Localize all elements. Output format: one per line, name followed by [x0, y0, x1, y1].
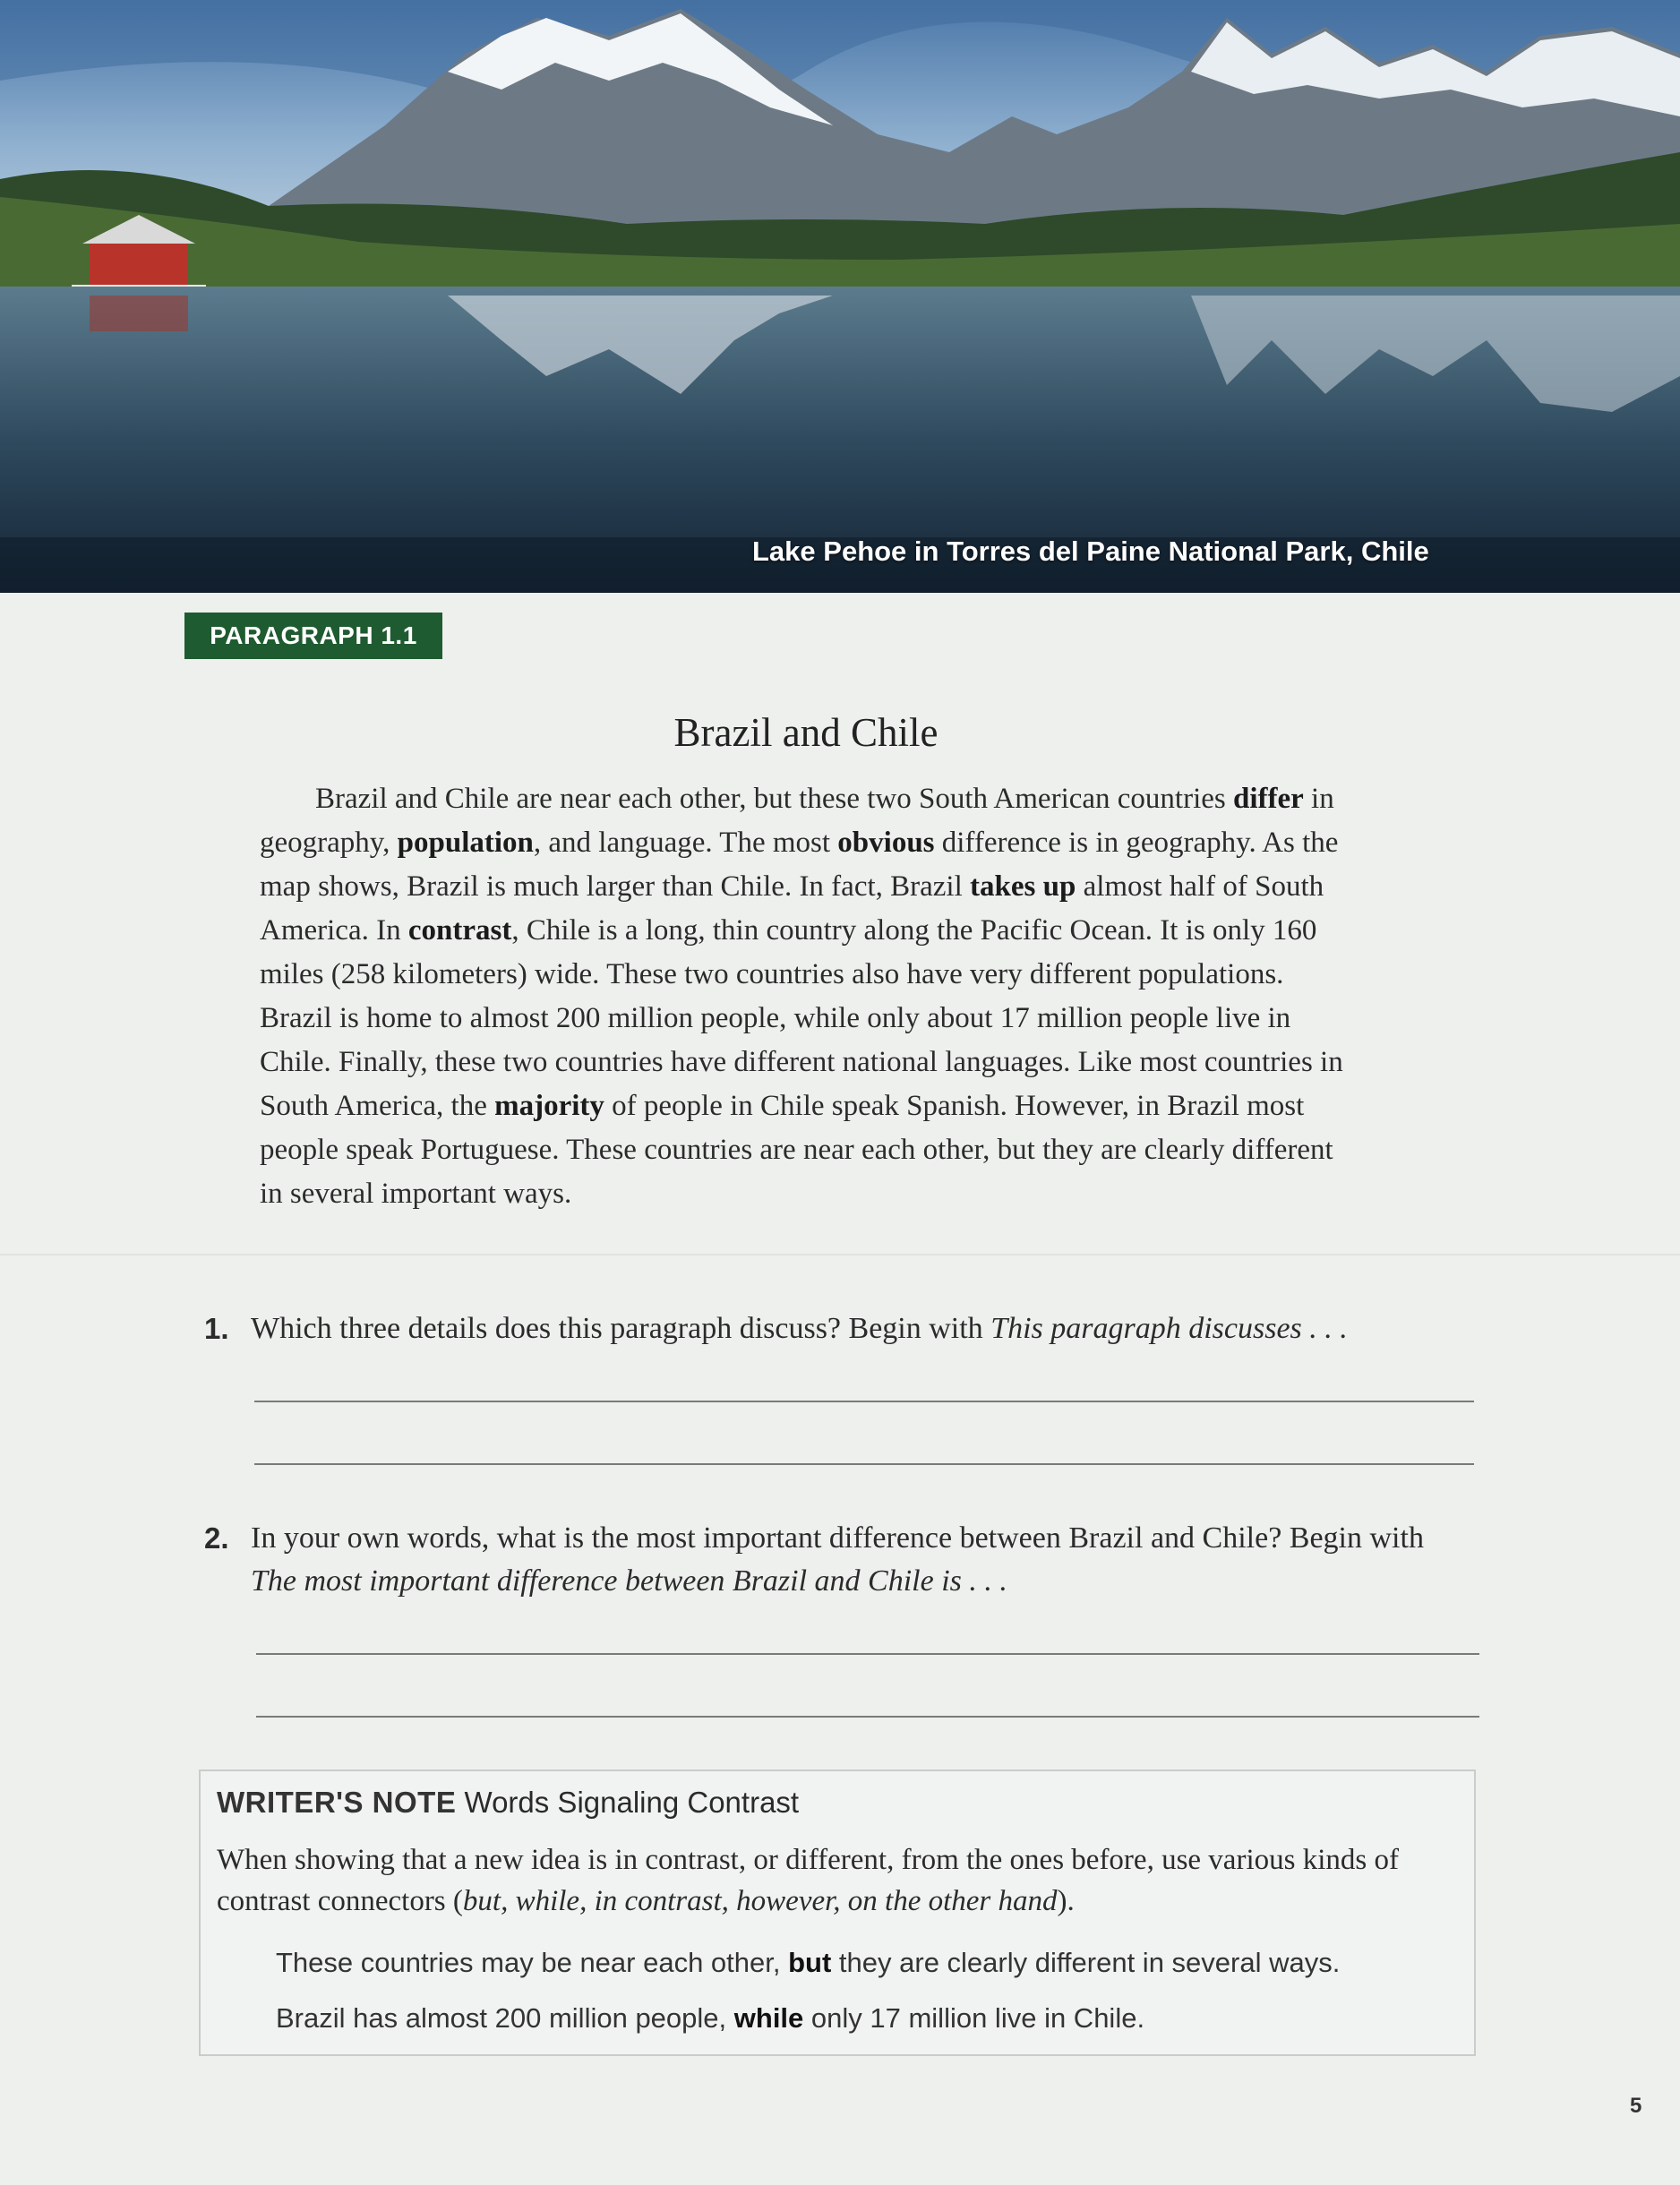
lake-photo [0, 0, 1680, 593]
question-number: 1. [204, 1312, 229, 1345]
bold-term: contrast [407, 914, 512, 947]
writers-note-example-2 [276, 2002, 1144, 2035]
text-run: in geography, [260, 783, 1334, 859]
writers-note-heading [217, 1786, 799, 1820]
italic-text: but, while, in contrast, however, on the other hand [462, 1885, 1058, 1917]
bold-term: but [788, 1947, 832, 1978]
question-2 [204, 1517, 1476, 1603]
lake-landscape-image [0, 0, 1680, 593]
text-run: , and language. The most [533, 827, 838, 859]
bold-term: differ [1233, 783, 1304, 815]
bold-term: while [733, 2002, 804, 2034]
text-run: , Chile is a long, thin country along the Pacific Ocean. It is only 160 miles (258 kilometers) wide. These two countries also have very different populations. Brazil is home to almost 200 million people, while only about 17 million people live in Chile. Finally, these two countries have different national languages. Like most countries in South America, the [260, 914, 1343, 1122]
section-divider [0, 1254, 1680, 1255]
text-run: Brazil has almost 200 million people, [276, 2002, 734, 2034]
article-body [260, 777, 1361, 1216]
italic-text: The most important difference between Brazil and Chile is . . . [251, 1564, 1007, 1598]
italic-text: This paragraph discusses . . . [990, 1312, 1348, 1345]
answer-line-2b[interactable] [256, 1716, 1479, 1718]
article-title: Brazil and Chile [673, 710, 939, 755]
question-number: 2. [204, 1521, 229, 1555]
text-run: These countries may be near each other, [276, 1947, 789, 1978]
question-text [251, 1517, 1476, 1603]
bold-term: obvious [837, 827, 935, 859]
text-run: difference is in geography. As the map shows, Brazil is much larger than Chile. In fact, Brazil [260, 827, 1339, 903]
paragraph-badge: PARAGRAPH 1.1 [184, 613, 442, 659]
text-run: When showing that a new idea is in contrast, or different, from the ones before, use various kinds of contrast connectors ( [217, 1844, 1399, 1917]
text-run: almost half of South America. In [260, 870, 1324, 947]
text-run: only 17 million live in Chile. [803, 2002, 1145, 2034]
answer-line-1b[interactable] [254, 1463, 1474, 1465]
article-paragraph [260, 777, 1361, 1216]
answer-line-1a[interactable] [254, 1401, 1474, 1402]
photo-caption: Lake Pehoe in Torres del Paine National Park, Chile [752, 536, 1429, 567]
bold-term: population [397, 827, 534, 859]
writers-note-box [199, 1769, 1476, 2056]
text-run: Brazil and Chile are near each other, but these two South American countries [315, 783, 1233, 815]
text-run: they are clearly different in several ways. [831, 1947, 1341, 1978]
text-run: In your own words, what is the most important difference between Brazil and Chile? Begin with [251, 1521, 1424, 1555]
answer-line-2a[interactable] [256, 1653, 1479, 1655]
bold-term: takes up [970, 870, 1076, 903]
bold-term: majority [494, 1090, 604, 1122]
question-1 [204, 1307, 1476, 1350]
text-run: of people in Chile speak Spanish. However, in Brazil most people speak Portuguese. These countries are near each other, but they are clearly different in several important ways. [260, 1090, 1333, 1210]
text-run: Which three details does this paragraph discuss? Begin with [251, 1312, 991, 1345]
page-number: 5 [1630, 2094, 1642, 2118]
writers-note-example-1 [276, 1947, 1340, 1979]
question-text [251, 1307, 1476, 1350]
text-run: ). [1057, 1885, 1075, 1917]
writers-note-tag: WRITER'S NOTE [217, 1786, 457, 1819]
writers-note-title: Words Signaling Contrast [464, 1786, 800, 1819]
writers-note-text [217, 1839, 1461, 1922]
